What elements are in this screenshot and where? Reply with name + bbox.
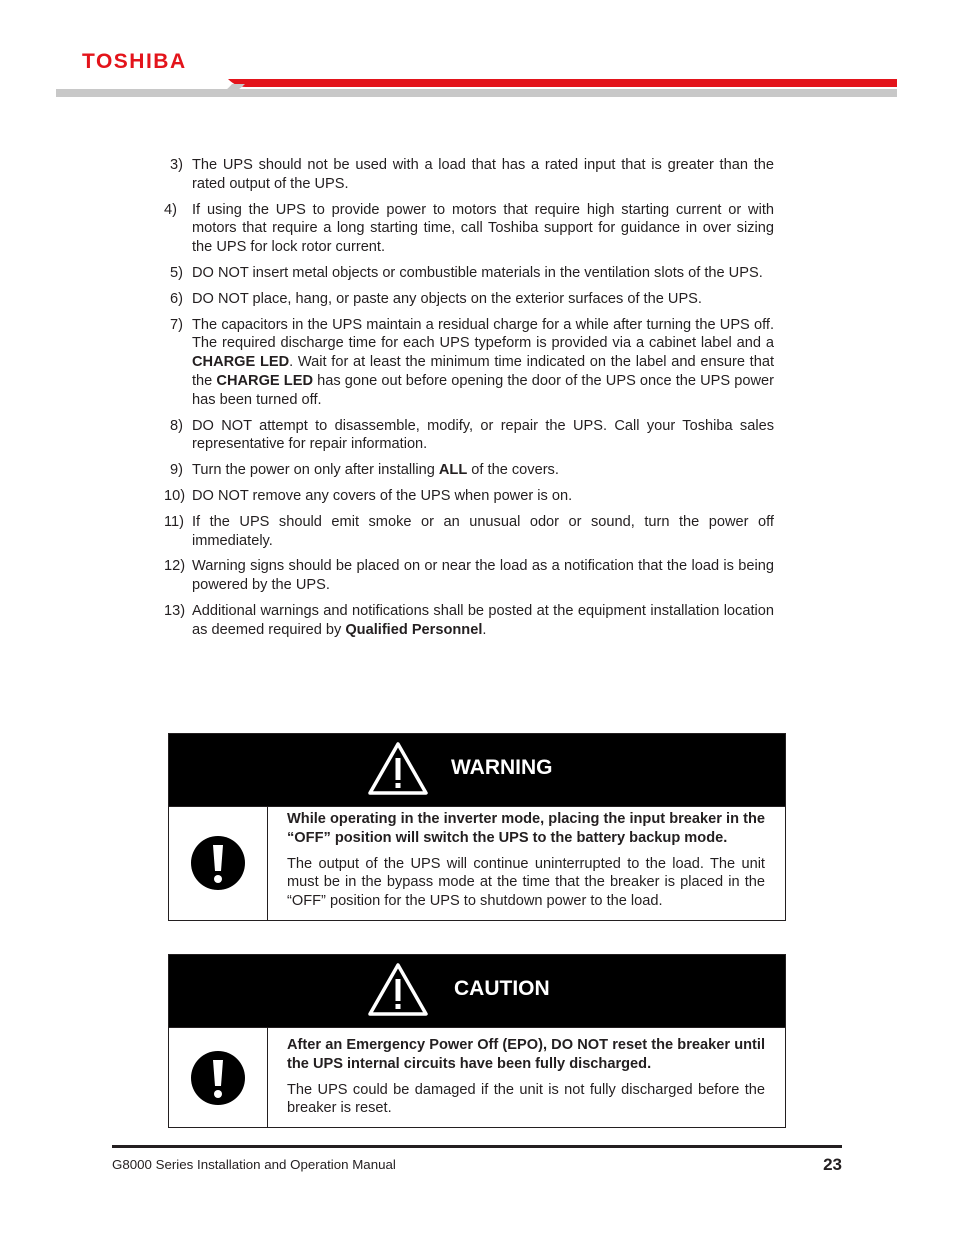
warning-header (169, 734, 785, 806)
page-number: 23 (823, 1155, 842, 1174)
emphasis-text: Qualified Personnel (345, 621, 483, 638)
list-item-text: DO NOT insert metal objects or combustible materials in the ventilation slots of the UPS. (192, 264, 763, 281)
warning-text: The output of the UPS will continue uninterrupted to the load. The unit must be in the bypass mode at the time that the breaker is placed in the “OFF” position for the UPS to shutdown power to the load. (287, 855, 765, 910)
list-item-number: 8) (170, 417, 183, 434)
list-item-text: If the UPS should emit smoke or an unusual odor or sound, turn the power off immediately. (192, 513, 774, 549)
emphasis-text: ALL (438, 462, 468, 479)
list-item-number: 13) (164, 602, 186, 619)
list-item (160, 156, 774, 194)
list-item (160, 316, 774, 410)
list-item-text: of the covers. (467, 462, 559, 479)
footer-divider (112, 1145, 842, 1148)
list-item (160, 602, 774, 640)
toshiba-logo: TOSHIBA (82, 50, 187, 73)
list-item-text: has gone out before opening the door of the UPS once the UPS power has been turned off. (192, 372, 774, 408)
caution-title: CAUTION (454, 977, 550, 1000)
exclamation-icon (169, 807, 268, 920)
warning-triangle-icon (366, 740, 430, 798)
caution-text: The UPS could be damaged if the unit is not fully discharged before the breaker is reset. (287, 1081, 765, 1117)
list-item-text: DO NOT place, hang, or paste any objects on the exterior surfaces of the UPS. (192, 290, 702, 307)
list-item-number: 5) (170, 264, 183, 281)
list-item (160, 487, 774, 506)
list-item-text: The capacitors in the UPS maintain a residual charge for a while after turning the UPS off. The required discharge time for each UPS typeform is provided via a cabinet label and a (192, 316, 774, 352)
list-item (160, 557, 774, 595)
list-item-number: 9) (170, 462, 183, 479)
list-item-number: 11) (164, 513, 185, 530)
list-item (160, 264, 774, 283)
list-item-number: 10) (164, 487, 186, 504)
caution-triangle-icon (366, 961, 430, 1019)
list-item (160, 201, 774, 257)
emphasis-text: CHARGE LED (216, 372, 313, 389)
list-item-text: If using the UPS to provide power to motors that require high starting current or with motors that require a long starting time, call Toshiba support for guidance in over sizing the UPS for lock rotor current. (192, 201, 774, 256)
safety-list (160, 156, 774, 647)
warning-title: WARNING (451, 756, 553, 779)
list-item (160, 461, 774, 480)
list-item-text: DO NOT remove any covers of the UPS when power is on. (192, 487, 573, 504)
list-item-text: The UPS should not be used with a load that has a rated input that is greater than the rated output of the UPS. (192, 157, 774, 192)
list-item-text: . (482, 621, 487, 638)
list-item (160, 290, 774, 309)
list-item-text: Additional warnings and notifications shall be posted at the equipment installation location as deemed required by (192, 602, 774, 638)
list-item (160, 417, 774, 455)
caution-header (169, 955, 785, 1027)
list-item-text: Turn the power on only after installing (192, 462, 439, 479)
caution-box (168, 954, 786, 1128)
list-item-number: 7) (170, 316, 183, 333)
list-item-number: 4) (164, 201, 182, 218)
list-item-text: DO NOT attempt to disassemble, modify, or repair the UPS. Call your Toshiba sales representative for repair information. (192, 417, 774, 453)
list-item-text: Warning signs should be placed on or near the load as a notification that the load is being powered by the UPS. (192, 558, 774, 594)
exclamation-icon (169, 1028, 268, 1127)
list-item-text: . Wait for at least the minimum time indicated on the label and ensure that the (192, 354, 775, 389)
caution-bold-text: After an Emergency Power Off (EPO), DO NOT reset the breaker until the UPS internal circuits have been fully discharged. (287, 1037, 765, 1072)
emphasis-text: CHARGE LED (192, 354, 290, 371)
list-item-number: 12) (164, 558, 186, 575)
manual-title: G8000 Series Installation and Operation Manual (112, 1157, 396, 1172)
warning-bold-text: While operating in the inverter mode, placing the input breaker in the “OFF” position will switch the UPS to the battery backup mode. (287, 811, 765, 846)
list-item (160, 513, 774, 551)
list-item-number: 3) (170, 157, 183, 173)
list-item-number: 6) (170, 290, 183, 307)
warning-box (168, 733, 786, 921)
